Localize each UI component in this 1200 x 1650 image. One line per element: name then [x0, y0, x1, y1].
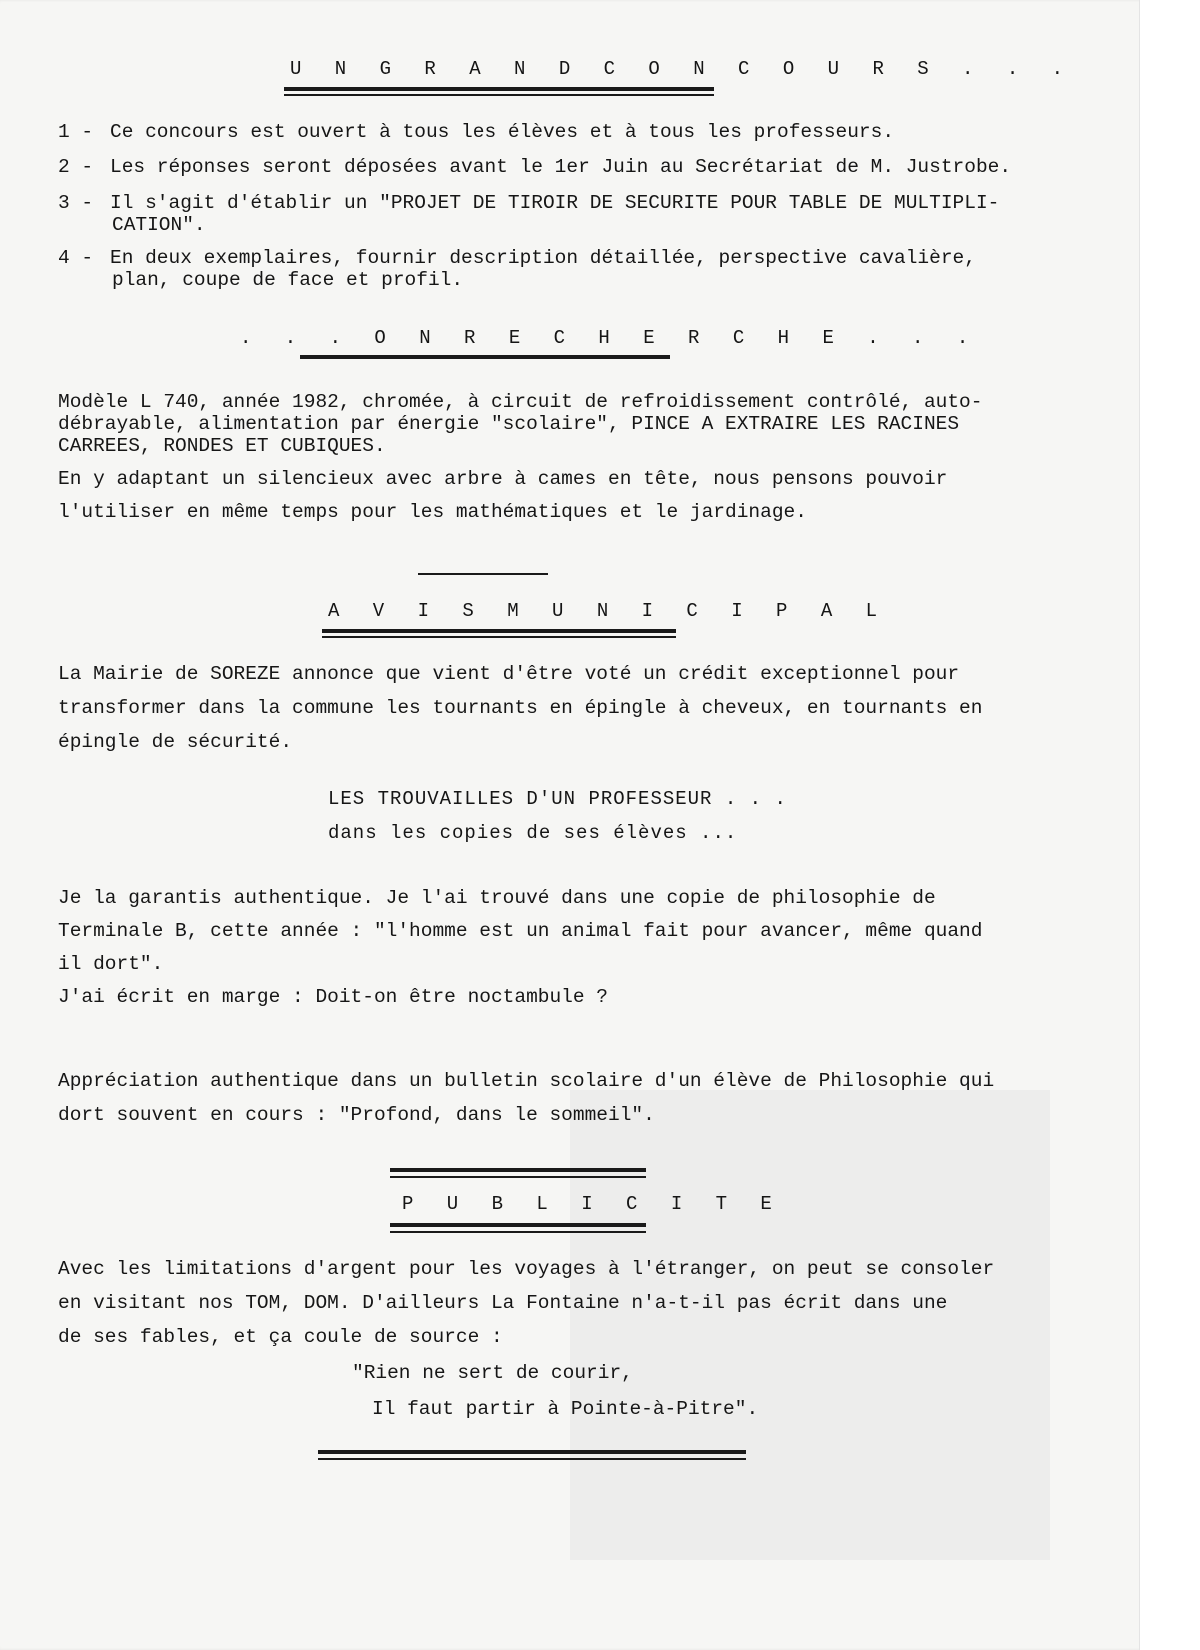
trouvailles-line-3: il dort". — [58, 953, 164, 975]
recherche-underline — [300, 355, 670, 359]
recherche-line-1: Modèle L 740, année 1982, chromée, à circuit de refroidissement contrôlé, auto- — [58, 391, 983, 413]
avis-line-3: épingle de sécurité. — [58, 731, 293, 753]
page-edge — [1139, 0, 1170, 1650]
concours-item-4-cont: plan, coupe de face et profil. — [112, 269, 464, 291]
avis-underline-2 — [322, 636, 676, 638]
recherche-line-4: En y adaptant un silencieux avec arbre à cames en tête, nous pensons pouvoir — [58, 468, 948, 490]
concours-item-2: 2 - Les réponses seront déposées avant le 1er Juin au Secrétariat de M. Justrobe. — [58, 156, 1012, 178]
avis-underline — [322, 629, 676, 633]
publicite-line-2: en visitant nos TOM, DOM. D'ailleurs La Fontaine n'a-t-il pas écrit dans une — [58, 1292, 948, 1314]
avis-line-1: La Mairie de SOREZE annonce que vient d'être voté un crédit exceptionnel pour — [58, 663, 960, 685]
concours-item-4: 4 - En deux exemplaires, fournir description détaillée, perspective cavalière, — [58, 247, 976, 269]
closing-rule-2 — [318, 1458, 746, 1460]
publicite-heading: P U B L I C I T E — [402, 1193, 783, 1215]
trouvailles-line-5: Appréciation authentique dans un bulletin scolaire d'un élève de Philosophie qui — [58, 1070, 995, 1092]
trouvailles-line-6: dort souvent en cours : "Profond, dans le sommeil". — [58, 1104, 655, 1126]
concours-item-1: 1 - Ce concours est ouvert à tous les élèves et à tous les professeurs. — [58, 121, 895, 143]
trouvailles-line-1: Je la garantis authentique. Je l'ai trouvé dans une copie de philosophie de — [58, 887, 936, 909]
concours-underline-2 — [284, 94, 714, 96]
avis-line-2: transformer dans la commune les tournants en épingle à cheveux, en tournants en — [58, 697, 983, 719]
concours-item-3-cont: CATION". — [112, 214, 206, 236]
concours-item-3: 3 - Il s'agit d'établir un "PROJET DE TIROIR DE SECURITE POUR TABLE DE MULTIPLI- — [58, 192, 1000, 214]
concours-heading: U N G R A N D C O N C O U R S . . . — [290, 58, 1075, 80]
separator-rule — [418, 573, 548, 575]
trouvailles-heading: LES TROUVAILLES D'UN PROFESSEUR . . . — [328, 788, 787, 810]
recherche-heading: . . . O N R E C H E R C H E . . . — [240, 327, 980, 349]
trouvailles-line-2: Terminale B, cette année : "l'homme est un animal fait pour avancer, même quand — [58, 920, 983, 942]
recherche-line-5: l'utiliser en même temps pour les mathématiques et le jardinage. — [58, 501, 807, 523]
avis-heading: A V I S M U N I C I P A L — [328, 600, 889, 622]
recherche-line-3: CARREES, RONDES ET CUBIQUES. — [58, 435, 386, 457]
publicite-underline — [390, 1223, 646, 1227]
closing-rule — [318, 1450, 746, 1454]
trouvailles-line-4: J'ai écrit en marge : Doit-on être noctambule ? — [58, 986, 608, 1008]
publicite-overline — [390, 1168, 646, 1172]
quote-line-2: Il faut partir à Pointe-à-Pitre". — [372, 1398, 759, 1420]
quote-line-1: "Rien ne sert de courir, — [352, 1362, 633, 1384]
recherche-line-2: débrayable, alimentation par énergie "scolaire", PINCE A EXTRAIRE LES RACINES — [58, 413, 960, 435]
trouvailles-subheading: dans les copies de ses élèves ... — [328, 822, 738, 844]
bleed-through-shadow — [570, 1090, 1050, 1560]
publicite-underline-2 — [390, 1231, 646, 1233]
publicite-overline-2 — [390, 1176, 646, 1178]
concours-underline — [284, 87, 714, 91]
publicite-line-1: Avec les limitations d'argent pour les voyages à l'étranger, on peut se consoler — [58, 1258, 995, 1280]
publicite-line-3: de ses fables, et ça coule de source : — [58, 1326, 503, 1348]
